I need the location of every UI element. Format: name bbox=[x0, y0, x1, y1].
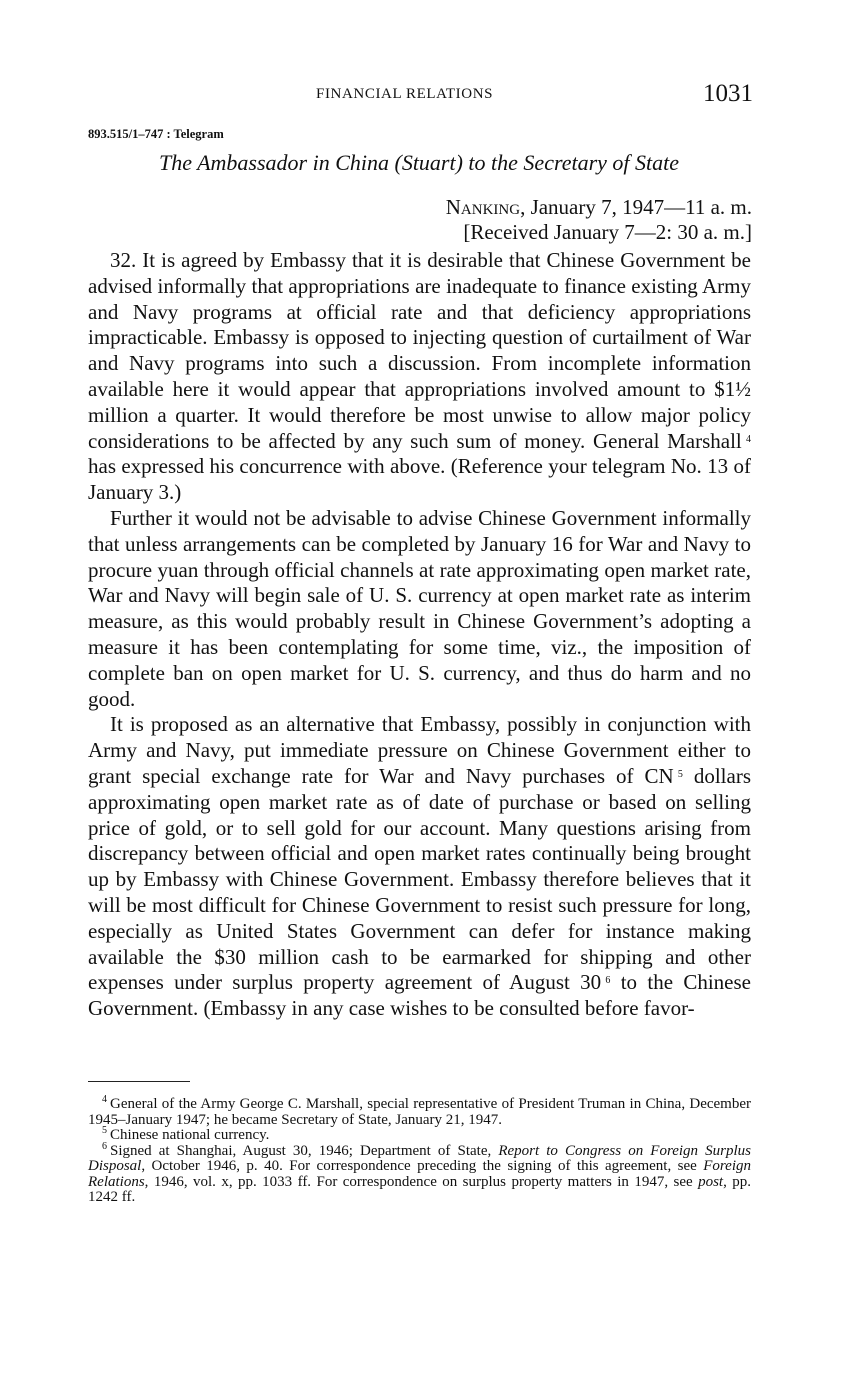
paragraph-1 bbox=[88, 248, 751, 506]
paragraph-1-text-b: has expressed his concurrence with above. (Reference your telegram No. 13 of January 3.) bbox=[88, 454, 751, 505]
footnote-ref-5[interactable]: 5 bbox=[677, 768, 683, 780]
footnote-6-text-b: , October 1946, p. 40. For correspondence preceding the signing of this agreement, see bbox=[141, 1158, 704, 1174]
running-head bbox=[0, 80, 867, 110]
footnote-4-mark: 4 bbox=[102, 1094, 107, 1105]
footnote-6-text-c: , 1946, vol. x, pp. 1033 ff. For correspondence on surplus property matters in 1947, see bbox=[144, 1173, 699, 1190]
footnotes bbox=[88, 1094, 751, 1206]
footnote-4 bbox=[88, 1094, 751, 1128]
paragraph-3-text-b: dollars approximating open market rate as of date of purchase or based on selling price of gold, or to sell gold for our account. Many questions arising from discrepancy between official and open market rates continually being brought up by Embassy with Chinese Government. Embassy therefore believes that it will be most difficult for Chinese Government to resist such pressure for long, especially as United States Government can defer for instance making available the $30 million cash to be earmarked for shipping and other expenses under surplus property agreement of August 30 bbox=[88, 763, 751, 995]
footnote-6-text-d: , pp. 1242 ff. bbox=[88, 1173, 751, 1205]
paragraph-2: Further it would not be advisable to advise Chinese Government informally that unless arrangements can be completed by January 16 for War and Navy to procure yuan through official channels at rate approximating open market rate, War and Navy will begin sale of U. S. currency at open market rate as interim measure, as this would probably result in Chinese Government’s adopting a measure it has been contemplating for some time, viz., the imposition of complete ban on open market for U. S. currency, and thus do harm and no good. bbox=[88, 505, 751, 711]
telegram-body bbox=[88, 248, 751, 1022]
footnote-6-post: post bbox=[698, 1173, 724, 1190]
footnote-5-mark: 5 bbox=[102, 1125, 107, 1136]
footnote-6 bbox=[88, 1140, 751, 1206]
paragraph-3 bbox=[88, 712, 751, 1022]
running-title: FINANCIAL RELATIONS bbox=[316, 86, 494, 102]
dateline-date: , January 7, 1947—11 a. m. bbox=[520, 195, 752, 219]
footnote-5-text: Chinese national currency. bbox=[110, 1127, 270, 1143]
paragraph-1-text-a: 32. It is agreed by Embassy that it is desirable that Chinese Government be advised informally that appropriations are inadequate to finance existing Army and Navy programs at official rate and that deficiency appropriations impracticable. Embassy is opposed to injecting question of curtailment of War and Navy programs into such a discussion. From incomplete information available here it would appear that appropriations involved amount to $1½ million a quarter. It would therefore be most unwise to allow major policy considerations to be affected by any such sum of money. General Marshall bbox=[88, 248, 751, 453]
footnote-6-mark: 6 bbox=[102, 1140, 107, 1152]
footnote-ref-4[interactable]: 4 bbox=[746, 433, 751, 445]
dateline-sent bbox=[446, 195, 752, 220]
dateline bbox=[446, 195, 752, 245]
document-title: The Ambassador in China (Stuart) to the Secretary of State bbox=[158, 150, 680, 175]
footnote-5 bbox=[88, 1125, 751, 1144]
dateline-received: [Received January 7—2: 30 a. m.] bbox=[463, 220, 752, 244]
footnote-4-text: General of the Army George C. Marshall, special representative of President Truman in China, December 1945–January 1947; he became Secretary of State, January 21, 1947. bbox=[88, 1096, 751, 1128]
footnote-6-text-a: Signed at Shanghai, August 30, 1946; Department of State, bbox=[110, 1142, 499, 1159]
footnote-divider bbox=[88, 1081, 190, 1082]
dateline-place: Nanking bbox=[445, 195, 521, 219]
paragraph-3-text-a: It is proposed as an alternative that Embassy, possibly in conjunction with Army and Navy, put immediate pressure on Chinese Government either to grant special exchange rate for War and Navy purchases of CN bbox=[88, 712, 751, 788]
footnote-ref-6[interactable]: 6 bbox=[605, 975, 611, 987]
footnote-6-report-title: Report to Congress on Foreign Surplus Disposal bbox=[88, 1142, 751, 1174]
page-number: 1031 bbox=[703, 80, 753, 107]
footnote-6-foreign-relations: Foreign Relations bbox=[88, 1158, 751, 1190]
file-reference: 893.515/1–747 : Telegram bbox=[88, 127, 224, 141]
paragraph-3-text-c: to the Chinese Government. (Embassy in any case wishes to be consulted before favor- bbox=[88, 970, 751, 1021]
